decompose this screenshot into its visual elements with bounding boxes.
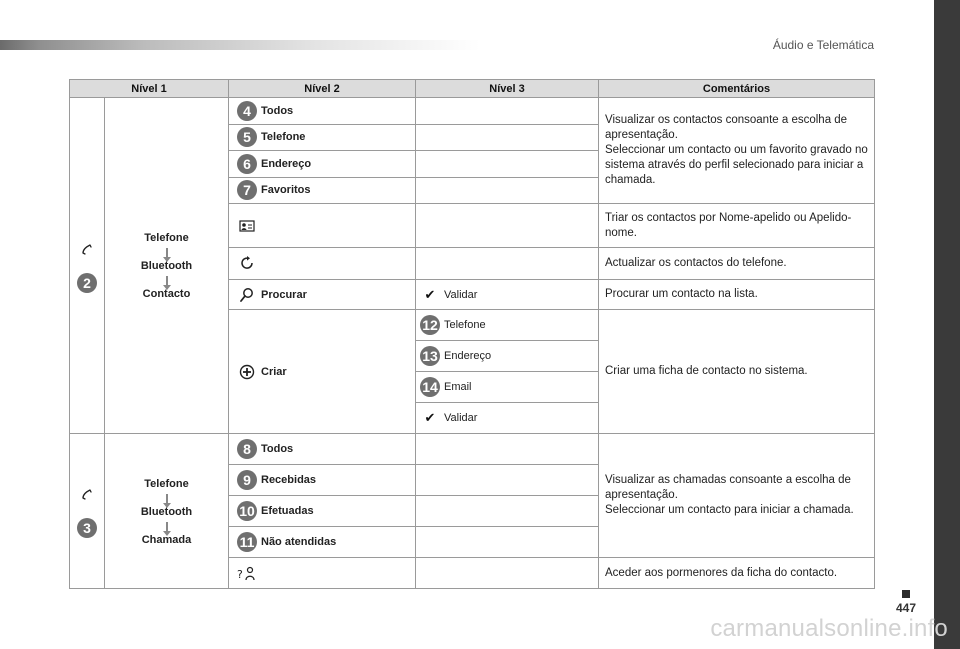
badge-11: 11	[237, 532, 257, 552]
sub-endereco-label: Endereço	[444, 350, 492, 362]
group2-flow	[109, 475, 224, 548]
badge-4: 4	[237, 101, 257, 121]
group1-flow	[109, 229, 224, 302]
column-header-comentarios: Comentários	[599, 80, 875, 98]
nivel3-validar	[416, 280, 599, 310]
nivel2-todos-calls	[229, 434, 416, 465]
nivel2-favoritos	[229, 177, 416, 204]
comment-view-calls: Visualizar as chamadas consoante a escolha de apresentação. Seleccionar um contacto para iniciar a chamada.	[599, 434, 875, 558]
add-circle-icon	[237, 362, 257, 382]
todos-calls-label: Todos	[261, 443, 294, 455]
contact-card-icon	[237, 216, 257, 236]
comment-details: Aceder aos pormenores da ficha do contacto.	[599, 558, 875, 589]
nivel2-refresh	[229, 248, 416, 280]
checkmark-icon: ✔	[424, 286, 436, 302]
badge-6: 6	[237, 154, 257, 174]
sub-email-label: Email	[444, 381, 472, 393]
flow-step-telefone: Telefone	[144, 232, 189, 244]
nivel2-procurar	[229, 280, 416, 310]
badge-14: 14	[420, 377, 440, 397]
nivel3-empty	[416, 527, 599, 558]
comment-sort: Triar os contactos por Nome-apelido ou Apelido-nome.	[599, 204, 875, 248]
group1-icon-cell	[70, 98, 105, 434]
flow-arrow	[166, 494, 168, 503]
flow-arrow	[166, 522, 168, 531]
nivel2-details	[229, 558, 416, 589]
header-gradient-bar	[0, 40, 480, 50]
group1-flow-cell	[105, 98, 229, 434]
table-row	[70, 98, 875, 125]
nivel3-empty	[416, 465, 599, 496]
table-header-row	[70, 80, 875, 98]
nivel3-empty	[416, 204, 599, 248]
side-tab	[934, 0, 960, 649]
nivel2-criar	[229, 310, 416, 434]
nivel2-sort	[229, 204, 416, 248]
flow-step-bluetooth: Bluetooth	[140, 260, 193, 272]
nivel3-empty	[416, 151, 599, 178]
refresh-icon	[237, 253, 257, 273]
table-row	[70, 434, 875, 465]
endereco-label: Endereço	[261, 157, 312, 170]
badge-5: 5	[237, 127, 257, 147]
search-icon	[237, 285, 257, 305]
nao-atendidas-label: Não atendidas	[261, 536, 337, 548]
comment-procurar: Procurar um contacto na lista.	[599, 280, 875, 310]
badge-2: 2	[77, 273, 97, 293]
recebidas-label: Recebidas	[261, 474, 317, 486]
contact-details-icon	[237, 563, 257, 583]
nivel3-email	[416, 372, 599, 403]
comment-criar: Criar uma ficha de contacto no sistema.	[599, 310, 875, 434]
nivel2-efetuadas	[229, 496, 416, 527]
badge-12: 12	[420, 315, 440, 335]
phone-handset-icon	[77, 239, 97, 259]
badge-10: 10	[237, 501, 257, 521]
column-header-nivel1: Nível 1	[70, 80, 229, 98]
comment-view-contacts: Visualizar os contactos consoante a escolha de apresentação. Seleccionar um contacto ou um favorito gravado no sistema através do perfil selecionado para iniciar a chamada.	[599, 98, 875, 204]
group2-icon-cell	[70, 434, 105, 589]
page-number: 447	[895, 601, 917, 615]
column-header-nivel3: Nível 3	[416, 80, 599, 98]
nivel3-empty	[416, 248, 599, 280]
watermark-text: carmanualsonline.info	[710, 615, 948, 642]
efetuadas-label: Efetuadas	[261, 505, 314, 517]
nivel3-empty	[416, 434, 599, 465]
nivel2-endereco	[229, 151, 416, 178]
procurar-label: Procurar	[261, 288, 307, 301]
validar-label: Validar	[444, 288, 478, 301]
nivel3-validar	[416, 403, 599, 434]
flow-step-bluetooth: Bluetooth	[140, 505, 193, 518]
nivel2-todos	[229, 98, 416, 125]
badge-13: 13	[420, 346, 440, 366]
nivel2-nao-atendidas	[229, 527, 416, 558]
phone-handset-icon	[77, 484, 97, 504]
flow-step-telefone: Telefone	[144, 477, 189, 490]
nivel3-empty	[416, 124, 599, 151]
nivel3-empty	[416, 98, 599, 125]
nivel3-telefone	[416, 310, 599, 341]
flow-step-contacto: Contacto	[142, 288, 191, 300]
badge-9: 9	[237, 470, 257, 490]
criar-label: Criar	[261, 365, 287, 378]
flow-step-chamada: Chamada	[141, 533, 192, 546]
badge-7: 7	[237, 180, 257, 200]
group2-flow-cell	[105, 434, 229, 589]
sub-telefone-label: Telefone	[444, 319, 486, 331]
todos-label: Todos	[261, 104, 294, 117]
flow-arrow	[166, 276, 168, 285]
nivel3-empty	[416, 177, 599, 204]
badge-3: 3	[77, 518, 97, 538]
nivel2-telefone	[229, 124, 416, 151]
badge-8: 8	[237, 439, 257, 459]
flow-arrow	[166, 248, 168, 257]
telefone-label: Telefone	[261, 131, 306, 144]
criar-validar-label: Validar	[444, 412, 478, 424]
checkmark-icon: ✔	[424, 410, 436, 425]
column-header-nivel2: Nível 2	[229, 80, 416, 98]
nivel2-recebidas	[229, 465, 416, 496]
nivel3-endereco	[416, 341, 599, 372]
menu-table	[69, 79, 875, 589]
favoritos-label: Favoritos	[261, 184, 311, 197]
page-header-title: Áudio e Telemática	[772, 38, 874, 52]
svg-text:?: ?	[237, 567, 243, 581]
nivel3-empty	[416, 496, 599, 527]
nivel3-empty	[416, 558, 599, 589]
comment-refresh: Actualizar os contactos do telefone.	[599, 248, 875, 280]
page-marker	[902, 590, 910, 598]
